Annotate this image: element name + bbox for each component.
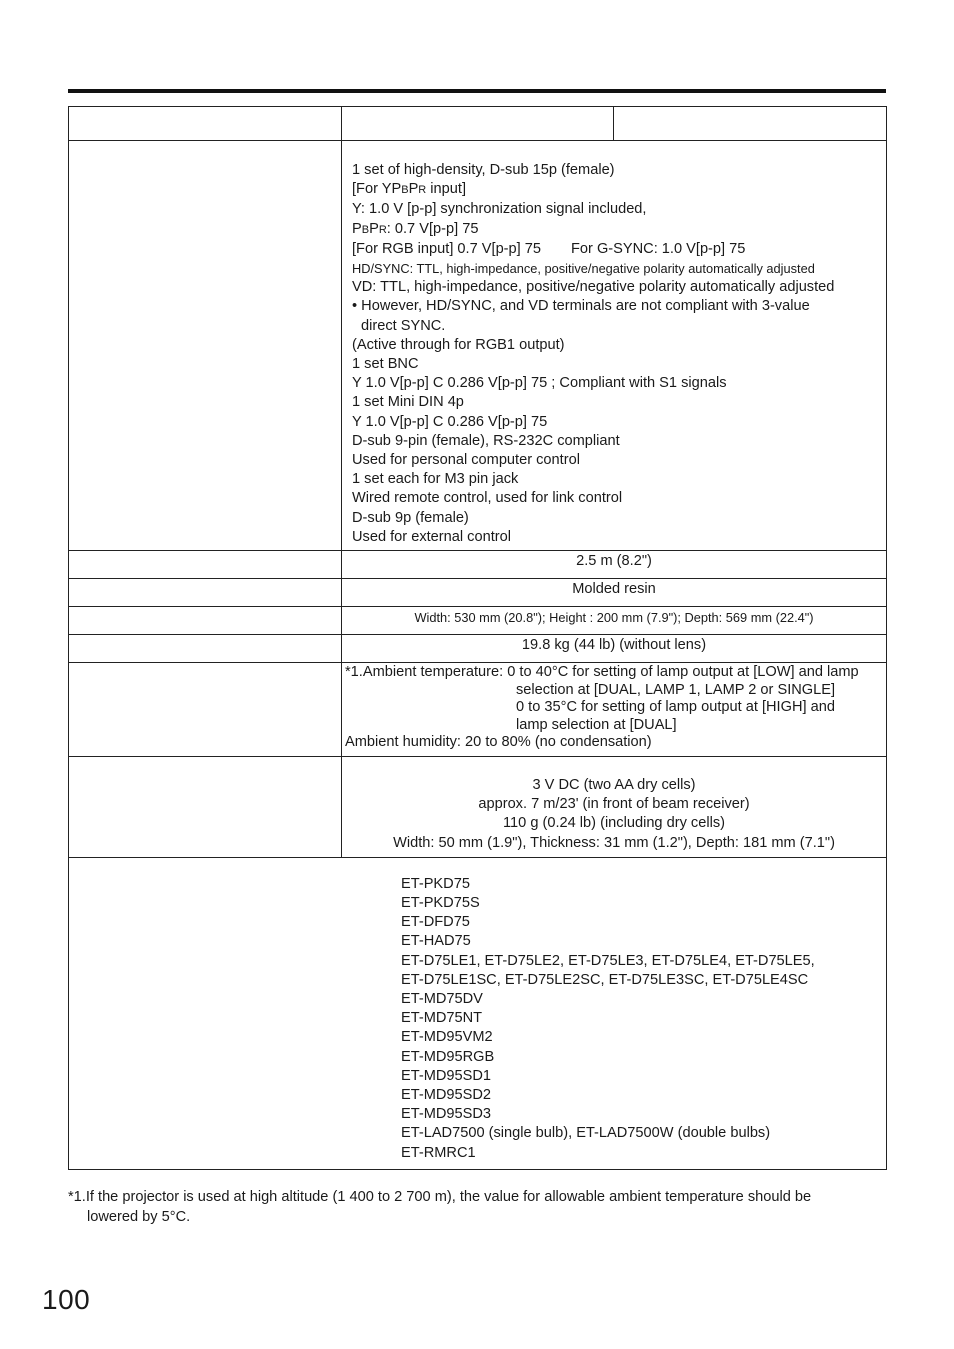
ambient-humidity-line: Ambient humidity: 20 to 80% (no condensation) (345, 734, 652, 751)
rgb-connector-line: 1 set of high-density, D-sub 15p (female) (352, 162, 615, 178)
sync-note-line-2: direct SYNC. (361, 317, 446, 334)
cabinet-value: Molded resin (572, 581, 656, 598)
video-connector-line: 1 set BNC (352, 356, 419, 373)
power-cord-cell (342, 551, 887, 579)
dimensions-cell (342, 607, 887, 635)
option-item: ET-MD75DV (401, 991, 483, 1008)
row-label-cell (69, 551, 342, 579)
table-row-power-cord (69, 551, 887, 579)
footnote-line-2: lowered by 5°C. (87, 1208, 191, 1225)
svideo-connector-line: 1 set Mini DIN 4p (352, 394, 464, 411)
table-row-weight (69, 635, 887, 663)
serial-connector-line: D-sub 9-pin (female), RS-232C compliant (352, 432, 620, 449)
video-signal-line: Y 1.0 V[p-p] C 0.286 V[p-p] 75 ; Compliant with S1 signals (352, 375, 727, 392)
option-item: ET-D75LE1SC, ET-D75LE2SC, ET-D75LE3SC, ET-D75LE4SC (401, 971, 809, 988)
remote-dimensions-line: Width: 50 mm (1.9"), Thickness: 31 mm (1.2"), Depth: 181 mm (7.1") (393, 834, 835, 851)
external-connector-line: D-sub 9p (female) (352, 509, 469, 526)
ambient-temperature-line-3: 0 to 35°C for setting of lamp output at [HIGH] and (516, 699, 835, 716)
option-item: ET-MD95VM2 (401, 1029, 493, 1046)
row-label-cell (69, 607, 342, 635)
y-signal-line: Y: 1.0 V [p-p] synchronization signal included, (352, 201, 647, 218)
hdsync-line: HD/SYNC: TTL, high-impedance, positive/negative polarity automatically adjusted (352, 261, 815, 277)
rgb-input-line: [For RGB input] 0.7 V[p-p] 75 For G-SYNC: 1.0 V[p-p] 75 (352, 240, 746, 257)
remote-connector-line: 1 set each for M3 pin jack (352, 471, 519, 488)
environment-cell (342, 663, 887, 757)
row-label-cell (69, 635, 342, 663)
option-item: ET-DFD75 (401, 914, 470, 931)
option-item: ET-RMRC1 (401, 1144, 476, 1161)
table-header-row (69, 107, 887, 141)
option-item: ET-MD95SD3 (401, 1106, 492, 1123)
connectors-cell (342, 141, 887, 551)
top-rule (68, 89, 886, 93)
svideo-signal-line: Y 1.0 V[p-p] C 0.286 V[p-p] 75 (352, 413, 548, 430)
footnote (68, 1188, 898, 1227)
remote-control-cell (342, 757, 887, 858)
option-item: ET-MD75NT (401, 1010, 483, 1027)
remote-power-line: 3 V DC (two AA dry cells) (532, 777, 696, 794)
table-row-options (69, 857, 887, 1169)
cabinet-cell (342, 579, 887, 607)
remote-usage-line: Wired remote control, used for link control (352, 490, 623, 507)
remote-range-line: approx. 7 m/23' (in front of beam receiver) (478, 796, 750, 813)
sync-note-line: • However, HD/SYNC, and VD terminals are not compliant with 3-value (352, 298, 810, 315)
table-row-environment (69, 663, 887, 757)
ambient-temperature-line: *1.Ambient temperature: 0 to 40°C for setting of lamp output at [LOW] and lamp (345, 664, 859, 681)
table-row-connectors (69, 141, 887, 551)
header-cell-label (69, 107, 342, 141)
remote-weight-line: 110 g (0.24 lb) (including dry cells) (503, 815, 725, 832)
serial-usage-line: Used for personal computer control (352, 452, 580, 469)
option-item: ET-HAD75 (401, 933, 471, 950)
vd-line: VD: TTL, high-impedance, positive/negative polarity automatically adjusted (352, 279, 835, 296)
row-label-cell (69, 757, 342, 858)
option-item: ET-PKD75 (401, 875, 470, 892)
pbpr-signal-line: PBPR: 0.7 V[p-p] 75 (352, 220, 479, 237)
ambient-temperature-line-2: selection at [DUAL, LAMP 1, LAMP 2 or SINGLE] (516, 681, 836, 698)
external-usage-line: Used for external control (352, 528, 511, 545)
option-item: ET-D75LE1, ET-D75LE2, ET-D75LE3, ET-D75LE4, ET-D75LE5, (401, 952, 815, 969)
option-item: ET-LAD7500 (single bulb), ET-LAD7500W (double bulbs) (401, 1125, 771, 1142)
table-row-dimensions (69, 607, 887, 635)
row-label-cell (69, 663, 342, 757)
header-cell-col1 (342, 107, 614, 141)
options-cell (69, 857, 887, 1169)
option-item: ET-MD95SD1 (401, 1067, 492, 1084)
header-cell-col2 (614, 107, 887, 141)
row-label-cell (69, 579, 342, 607)
table-row-remote-control (69, 757, 887, 858)
weight-cell (342, 635, 887, 663)
row-label-cell (69, 141, 342, 551)
dimensions-value: Width: 530 mm (20.8"); Height : 200 mm (7.9"); Depth: 569 mm (22.4") (414, 610, 814, 626)
option-item: ET-MD95SD2 (401, 1087, 492, 1104)
option-item: ET-PKD75S (401, 895, 480, 912)
option-item: ET-MD95RGB (401, 1048, 495, 1065)
page-number: 100 (42, 1284, 91, 1315)
footnote-line: *1.If the projector is used at high altitude (1 400 to 2 700 m), the value for allowable ambient temperature should be (68, 1189, 812, 1205)
options-list (69, 858, 886, 1169)
weight-value: 19.8 kg (44 lb) (without lens) (521, 637, 707, 654)
spec-table (68, 106, 887, 1170)
ambient-temperature-line-4: lamp selection at [DUAL] (516, 716, 677, 733)
table-row-cabinet (69, 579, 887, 607)
active-through-line: (Active through for RGB1 output) (352, 336, 565, 353)
ypbpr-label: [For YPBPR input] (352, 181, 467, 198)
power-cord-value: 2.5 m (8.2") (576, 553, 652, 570)
